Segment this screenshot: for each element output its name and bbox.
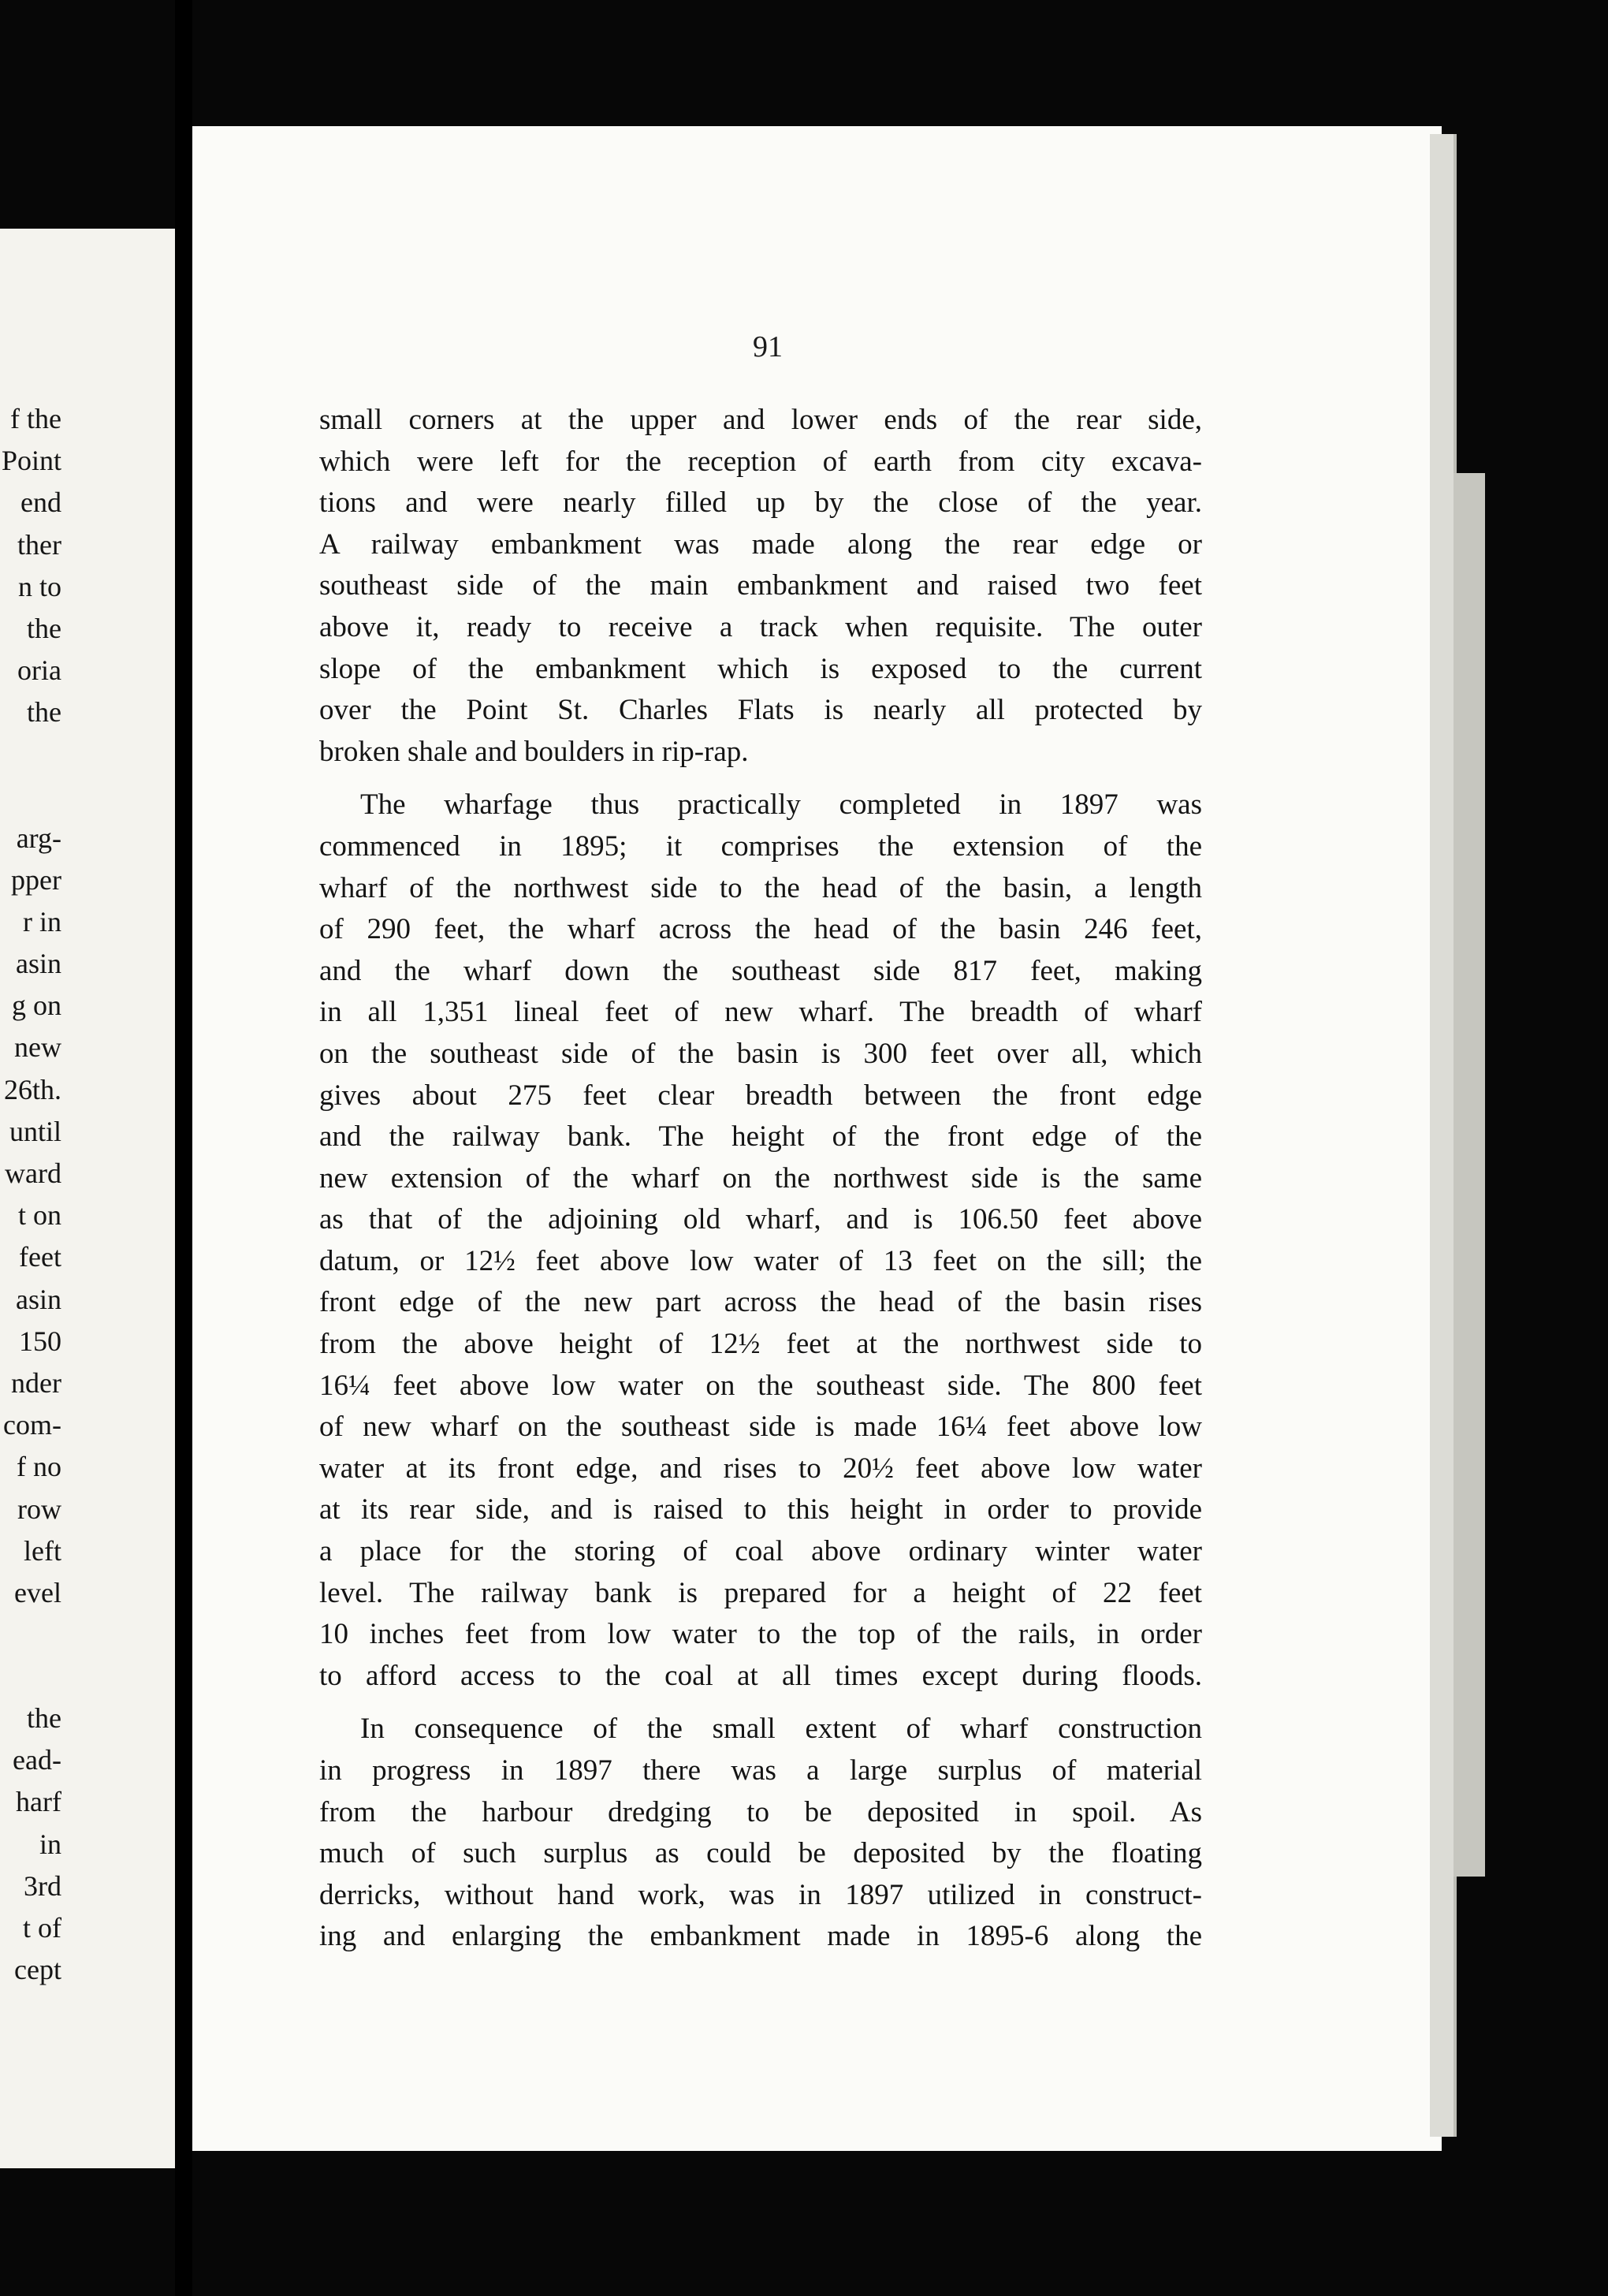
left-fragment-line: oria [17, 654, 61, 687]
text-line: level. The railway bank is prepared for a height of 22 feet [319, 1576, 1202, 1609]
text-line: and the railway bank. The height of the front edge of the [319, 1120, 1202, 1154]
left-fragment-line: f no [17, 1451, 61, 1483]
left-fragment-line: pper [11, 863, 61, 896]
left-fragment-line: 3rd [24, 1869, 61, 1902]
left-fragment-line: t on [17, 1199, 61, 1232]
left-fragment-line: row [17, 1493, 61, 1525]
text-line: ing and enlarging the embankment made in 1895-6 along the [319, 1920, 1202, 1953]
left-fragment-line [0, 734, 61, 818]
text-line: wharf of the northwest side to the head of the basin, a length [319, 871, 1202, 904]
book-gutter [175, 0, 192, 2296]
left-page-text-fragments [0, 398, 61, 1991]
text-line: derricks, without hand work, was in 1897 utilized in construct- [319, 1878, 1202, 1911]
text-line: above it, ready to receive a track when requisite. The outer [319, 610, 1202, 643]
left-fragment-line: 26th. [3, 1073, 61, 1105]
left-fragment-line: n to [17, 570, 61, 602]
left-fragment-line: until [9, 1115, 61, 1147]
text-line: slope of the embankment which is exposed to the current [319, 652, 1202, 685]
text-line: A railway embankment was made along the rear edge or [319, 527, 1202, 561]
text-line: in all 1,351 lineal feet of new wharf. The breadth of wharf [319, 996, 1202, 1029]
text-line: new extension of the wharf on the northwest side is the same [319, 1161, 1202, 1195]
paragraph-gap [319, 1697, 1202, 1709]
left-fragment-line: Point [1, 445, 61, 477]
text-line: 10 inches feet from low water to the top of the rails, in order [319, 1618, 1202, 1651]
left-fragment-line: in [39, 1828, 61, 1860]
left-fragment-line: cept [14, 1954, 61, 1986]
left-fragment-line: ead- [13, 1744, 61, 1776]
text-line: on the southeast side of the basin is 300 feet over all, which [319, 1037, 1202, 1070]
text-line: The wharfage thus practically completed in 1897 was [360, 788, 1202, 822]
text-line: southeast side of the main embankment and raised two feet [319, 569, 1202, 602]
text-line: in progress in 1897 there was a large surplus of material [319, 1754, 1202, 1787]
left-fragment-line: t of [23, 1912, 61, 1944]
left-fragment-line: r in [23, 905, 61, 937]
text-line: from the harbour dredging to be deposited in spoil. As [319, 1795, 1202, 1828]
left-fragment-line: f the [10, 403, 61, 434]
left-fragment-line: harf [16, 1786, 61, 1818]
text-line: tions and were nearly filled up by the close of the year. [319, 486, 1202, 520]
paragraph [319, 400, 1202, 773]
left-fragment-line: the [27, 612, 61, 644]
left-fragment-line: the [27, 696, 61, 729]
text-line: which were left for the reception of earth from city excava- [319, 445, 1202, 478]
left-fragment-line: asin [16, 1283, 61, 1315]
left-fragment-line: evel [14, 1576, 61, 1608]
text-line: datum, or 12½ feet above low water of 13 feet on the sill; the [319, 1244, 1202, 1277]
left-fragment-line: nder [11, 1366, 61, 1399]
text-line: commenced in 1895; it comprises the extension of the [319, 829, 1202, 863]
left-fragment-line: g on [12, 990, 61, 1022]
left-fragment-line: left [24, 1534, 61, 1567]
left-fragment-line: 150 [19, 1325, 61, 1357]
page-edge-shadow [1454, 473, 1485, 1877]
left-fragment-line: end [20, 486, 61, 519]
paragraph [319, 785, 1202, 1697]
left-fragment-line: arg- [16, 822, 61, 854]
left-facing-page [0, 229, 175, 2168]
text-line: over the Point St. Charles Flats is nearly all protected by [319, 694, 1202, 727]
text-line: gives about 275 feet clear breadth between the front edge [319, 1079, 1202, 1112]
left-fragment-line: ward [5, 1157, 61, 1189]
paragraph [319, 1709, 1202, 1958]
left-fragment-line: ther [17, 528, 61, 561]
left-fragment-line: asin [16, 948, 61, 980]
text-line: broken shale and boulders in rip-rap. [319, 735, 749, 768]
text-line: In consequence of the small extent of wharf construction [360, 1713, 1202, 1746]
text-line: from the above height of 12½ feet at the northwest side to [319, 1328, 1202, 1361]
text-line: of new wharf on the southeast side is made 16¼ feet above low [319, 1411, 1202, 1444]
text-line: of 290 feet, the wharf across the head of the basin 246 feet, [319, 913, 1202, 946]
left-fragment-line [0, 1614, 61, 1698]
left-fragment-line: feet [19, 1241, 61, 1273]
paragraph-gap [319, 773, 1202, 785]
text-line: and the wharf down the southeast side 817 feet, making [319, 954, 1202, 987]
text-line: at its rear side, and is raised to this height in order to provide [319, 1493, 1202, 1526]
left-fragment-line: the [27, 1702, 61, 1735]
text-line: 16¼ feet above low water on the southeast side. The 800 feet [319, 1369, 1202, 1402]
text-line: small corners at the upper and lower ends of the rear side, [319, 404, 1202, 436]
text-line: water at its front edge, and rises to 20½ feet above low water [319, 1452, 1202, 1485]
text-line: a place for the storing of coal above ordinary winter water [319, 1535, 1202, 1568]
text-line: as that of the adjoining old wharf, and is 106.50 feet above [319, 1203, 1202, 1236]
text-line: front edge of the new part across the head of the basin rises [319, 1286, 1202, 1319]
text-line: much of such surplus as could be deposited by the floating [319, 1837, 1202, 1870]
body-text [319, 400, 1202, 1958]
left-fragment-line: com- [3, 1409, 61, 1441]
page-edge-strip [1430, 134, 1457, 2137]
text-line: to afford access to the coal at all times except during floods. [319, 1659, 1202, 1692]
left-fragment-line: new [14, 1031, 61, 1064]
page-number: 91 [753, 330, 783, 363]
